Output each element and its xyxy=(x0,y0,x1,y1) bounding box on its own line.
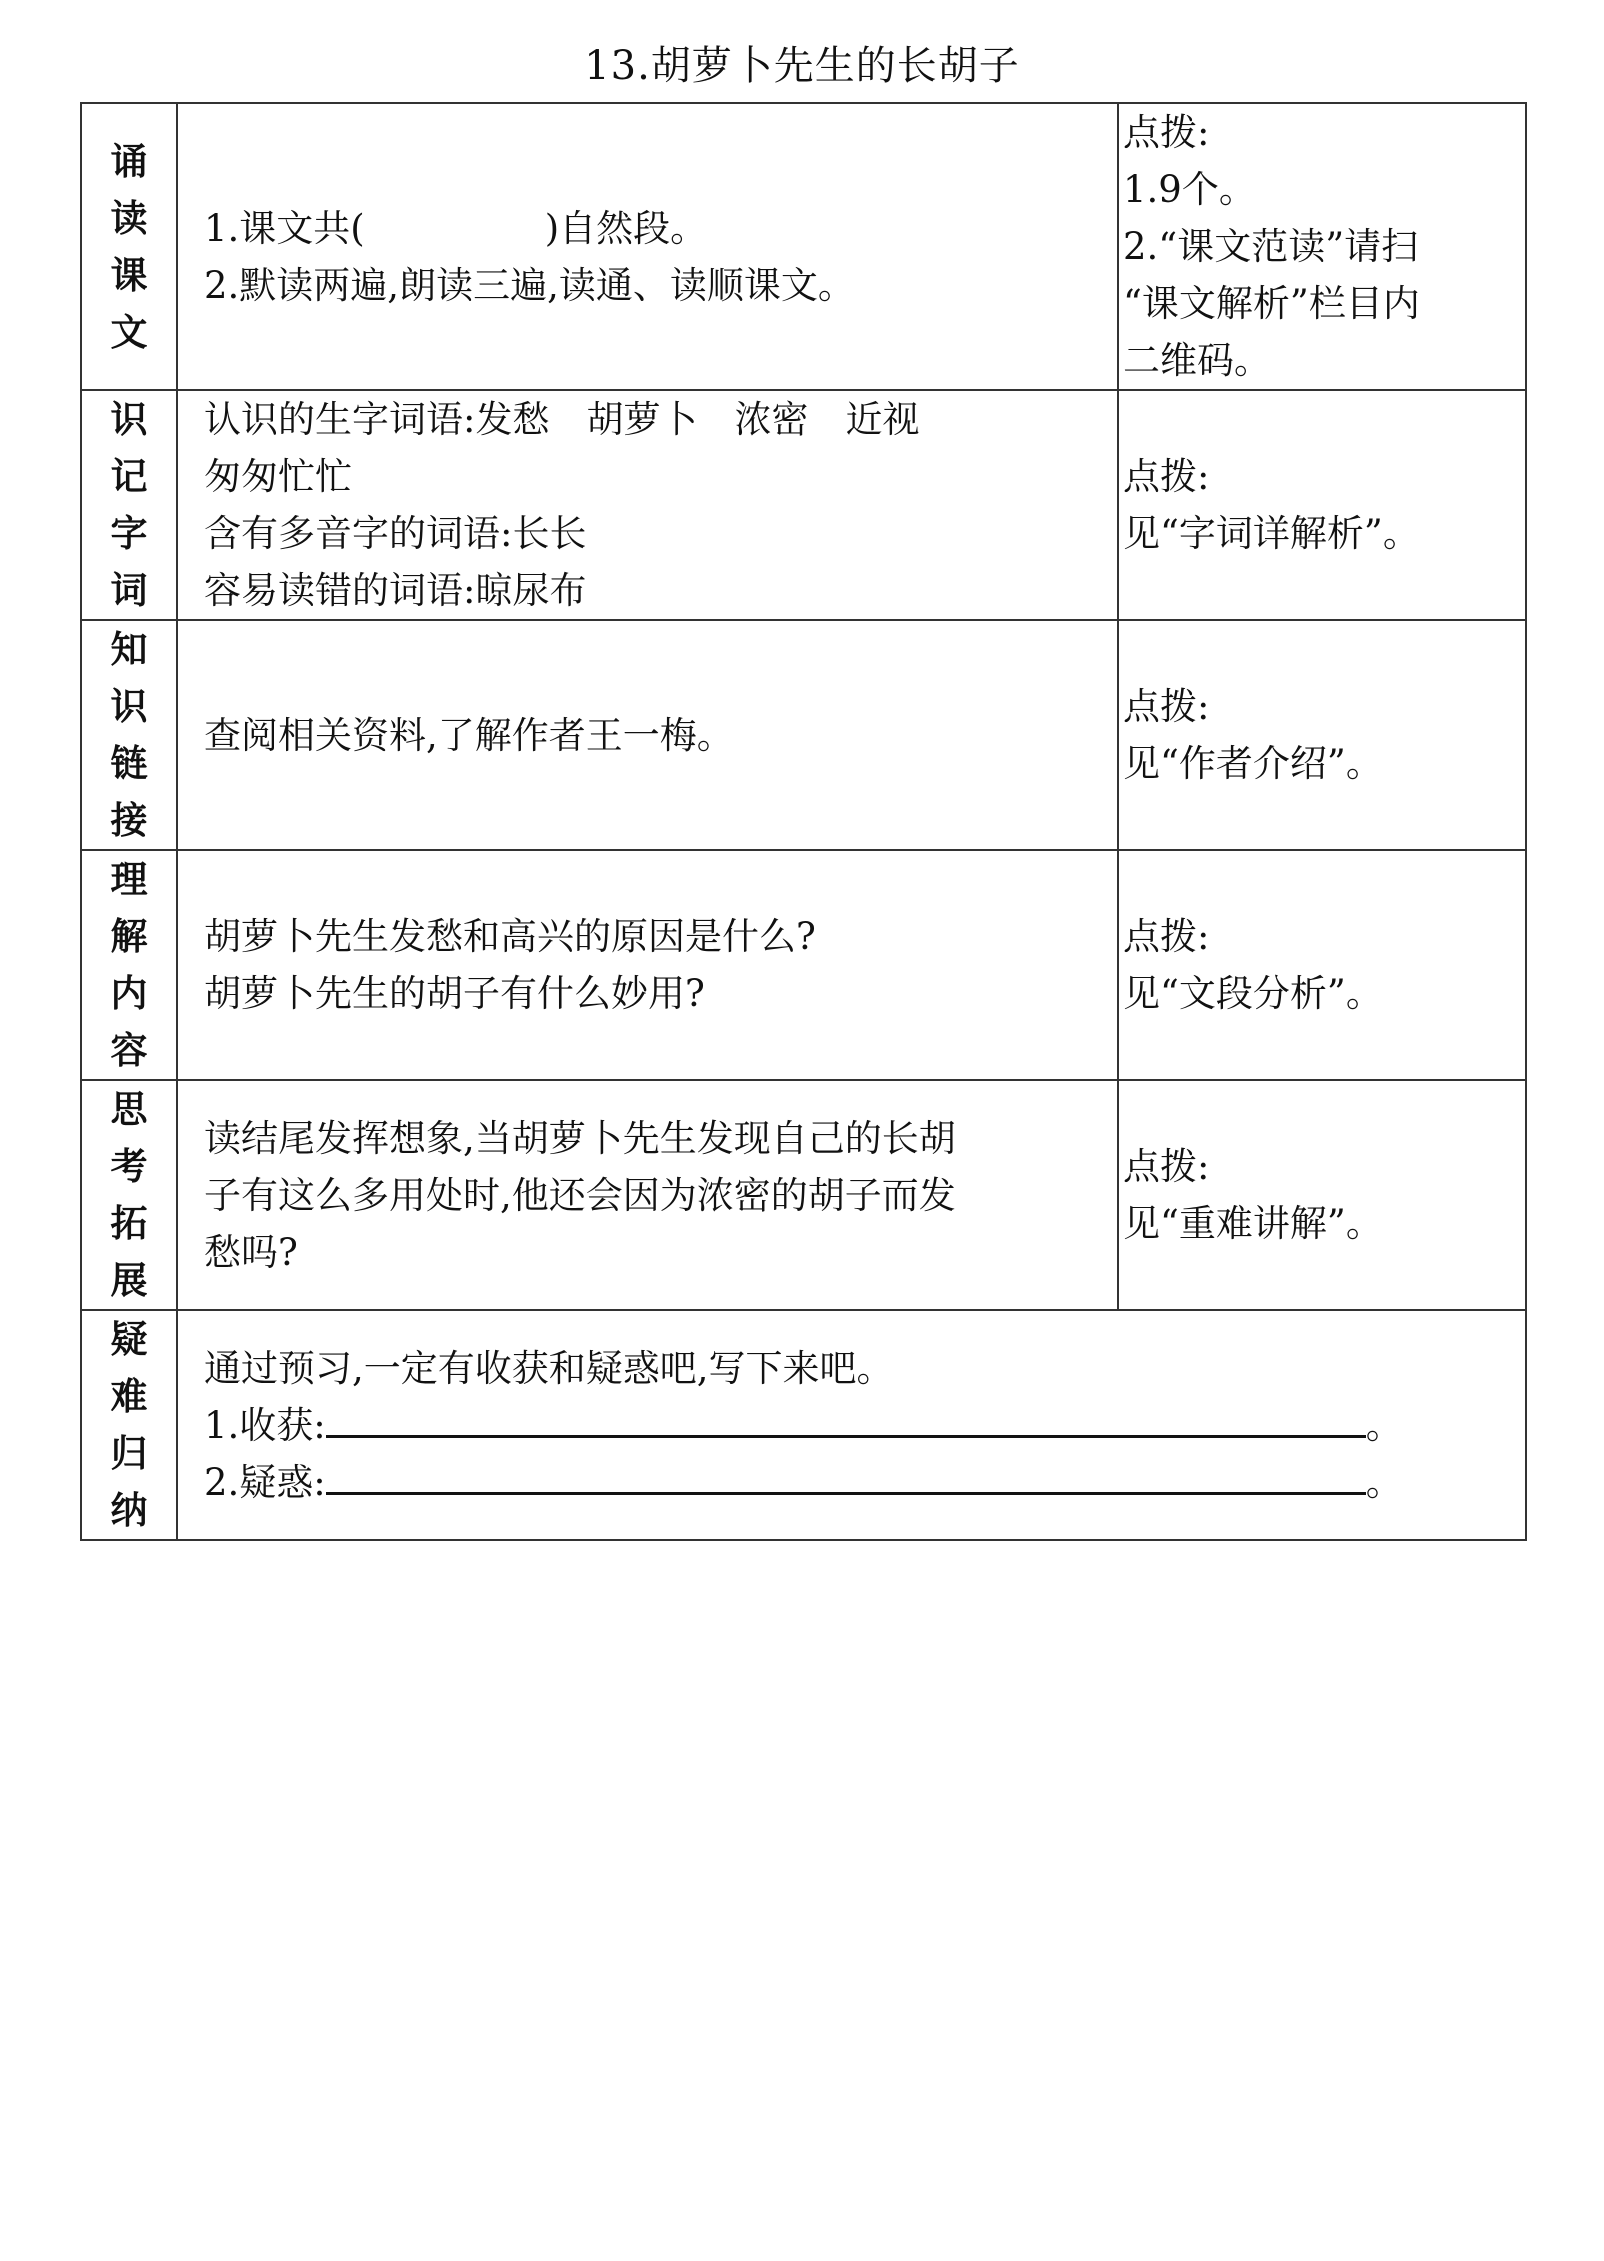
content-line: 含有多音字的词语:长长 xyxy=(204,512,587,555)
hint-line: 见“字词详解析”。 xyxy=(1123,512,1420,555)
label-char: 识 xyxy=(110,685,148,728)
content-line xyxy=(204,1454,1515,1511)
label-char: 词 xyxy=(110,569,148,612)
hint-line: 点拨: xyxy=(1123,1145,1210,1188)
row-hint xyxy=(1118,620,1526,850)
hint-line: 二维码。 xyxy=(1123,339,1271,382)
label-char: 难 xyxy=(110,1375,148,1418)
hint-line: 点拨: xyxy=(1123,915,1210,958)
label-char: 记 xyxy=(110,455,148,498)
label-char: 考 xyxy=(110,1145,148,1188)
hint-line: 2.“课文范读”请扫 xyxy=(1123,225,1419,268)
row-content xyxy=(177,390,1118,620)
label-char: 内 xyxy=(110,972,148,1015)
label-char: 理 xyxy=(110,858,148,901)
label-char: 思 xyxy=(110,1088,148,1131)
label-char: 诵 xyxy=(110,139,148,183)
row-content xyxy=(177,850,1118,1080)
label-char: 课 xyxy=(110,253,148,297)
row-content xyxy=(177,103,1118,390)
row-content xyxy=(177,620,1118,850)
content-line: 通过预习,一定有收获和疑惑吧,写下来吧。 xyxy=(204,1346,894,1390)
row-label xyxy=(81,390,177,620)
row-label xyxy=(81,850,177,1080)
content-line: 愁吗? xyxy=(204,1230,298,1274)
hint-line: 点拨: xyxy=(1123,685,1210,728)
content-text: )自然段。 xyxy=(544,206,708,250)
hint-line: “课文解析”栏目内 xyxy=(1123,282,1420,325)
label-char: 展 xyxy=(110,1259,148,1302)
content-line: 胡萝卜先生的胡子有什么妙用? xyxy=(204,972,705,1015)
content-text: 1.课文共( xyxy=(204,206,365,250)
label-char: 识 xyxy=(110,398,148,441)
row-hint xyxy=(1118,1080,1526,1310)
hint-line: 见“作者介绍”。 xyxy=(1123,742,1383,785)
content-line: 子有这么多用处时,他还会因为浓密的胡子而发 xyxy=(204,1173,956,1217)
hint-line: 见“文段分析”。 xyxy=(1123,972,1383,1015)
table-row xyxy=(81,103,1526,390)
label-char: 链 xyxy=(110,742,148,785)
label-char: 接 xyxy=(110,799,148,842)
row-label xyxy=(81,1080,177,1310)
doubt-answer-line[interactable] xyxy=(326,1458,1366,1495)
content-line xyxy=(204,200,1107,257)
label-char: 拓 xyxy=(110,1202,148,1245)
end-mark: 。 xyxy=(1365,1460,1403,1504)
label-char: 归 xyxy=(110,1432,148,1475)
table-row xyxy=(81,850,1526,1080)
row-content xyxy=(177,1310,1526,1540)
table-row xyxy=(81,390,1526,620)
preview-table xyxy=(80,102,1527,1541)
table-row xyxy=(81,1310,1526,1540)
row-label xyxy=(81,1310,177,1540)
hint-line: 点拨: xyxy=(1123,455,1210,498)
content-line: 2.默读两遍,朗读三遍,读通、读顺课文。 xyxy=(204,263,855,307)
content-line: 查阅相关资料,了解作者王一梅。 xyxy=(204,713,734,757)
row-hint xyxy=(1118,390,1526,620)
content-line xyxy=(204,1397,1515,1454)
label-char: 字 xyxy=(110,512,148,555)
row-label xyxy=(81,103,177,390)
label-char: 读 xyxy=(110,196,148,240)
row-content xyxy=(177,1080,1118,1310)
content-text: 1.收获: xyxy=(204,1403,326,1447)
label-char: 疑 xyxy=(110,1318,148,1361)
content-line: 匆匆忙忙 xyxy=(204,455,352,498)
content-line: 容易读错的词语:晾尿布 xyxy=(204,569,587,612)
row-label xyxy=(81,620,177,850)
hint-line: 1.9个。 xyxy=(1123,168,1256,211)
table-row xyxy=(81,620,1526,850)
content-line: 读结尾发挥想象,当胡萝卜先生发现自己的长胡 xyxy=(204,1116,956,1160)
content-line: 胡萝卜先生发愁和高兴的原因是什么? xyxy=(204,915,816,958)
harvest-answer-line[interactable] xyxy=(326,1401,1366,1438)
page-title: 13.胡萝卜先生的长胡子 xyxy=(584,43,1020,89)
label-char: 知 xyxy=(110,628,148,671)
content-line: 认识的生字词语:发愁 胡萝卜 浓密 近视 xyxy=(204,398,920,441)
label-char: 纳 xyxy=(110,1489,148,1532)
content-text: 2.疑惑: xyxy=(204,1460,326,1504)
hint-line: 见“重难讲解”。 xyxy=(1123,1202,1383,1245)
row-hint xyxy=(1118,103,1526,390)
row-hint xyxy=(1118,850,1526,1080)
label-char: 容 xyxy=(110,1029,148,1072)
label-char: 解 xyxy=(110,915,148,958)
end-mark: 。 xyxy=(1365,1403,1403,1447)
label-char: 文 xyxy=(110,310,148,354)
hint-line: 点拨: xyxy=(1123,111,1210,154)
table-row xyxy=(81,1080,1526,1310)
